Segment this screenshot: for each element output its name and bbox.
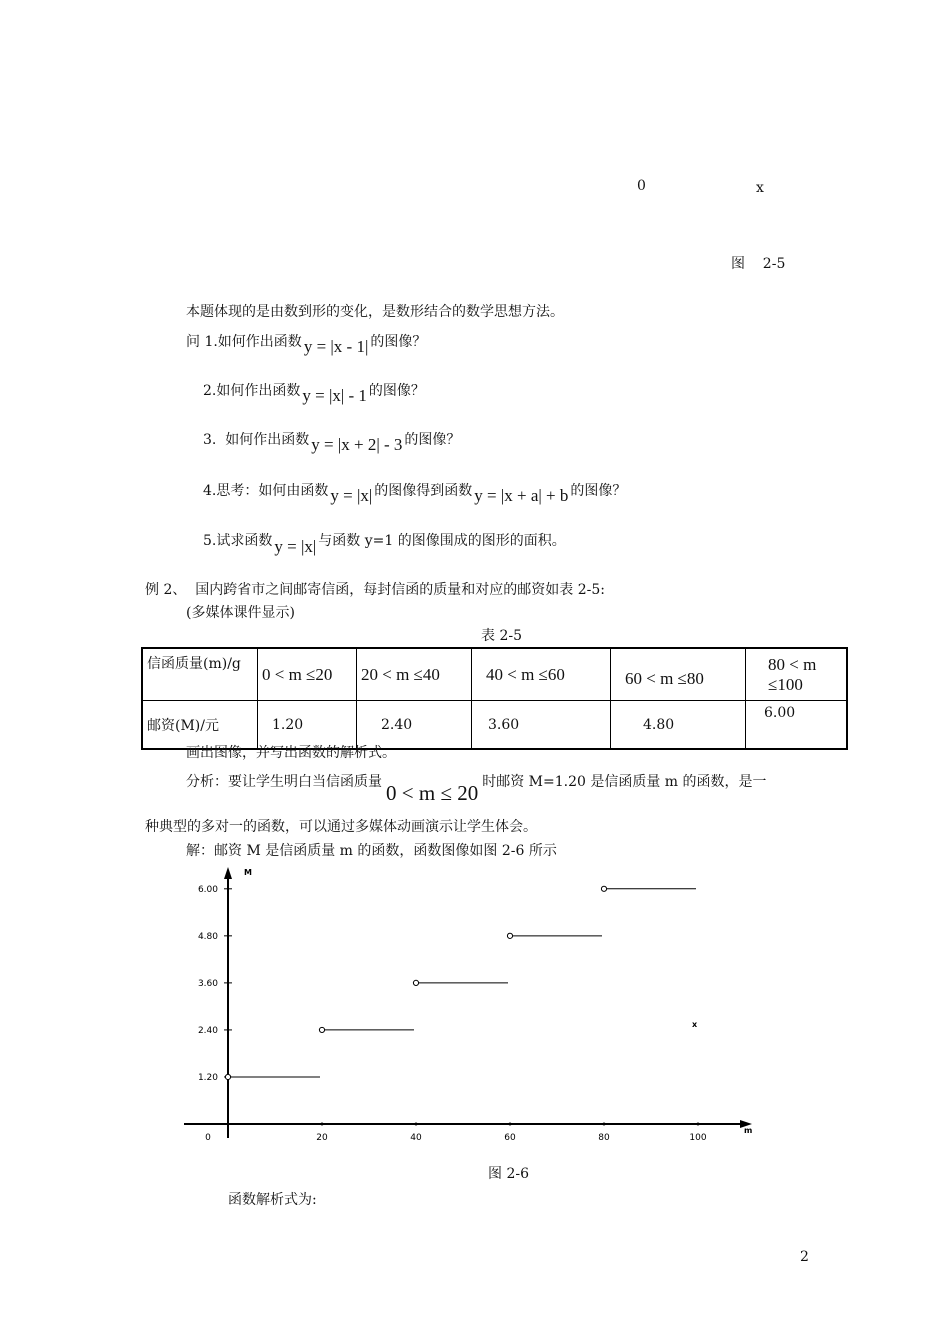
analysis-prefix: 分析：要让学生明白当信函质量 bbox=[186, 774, 382, 790]
solution-text: 解：邮资 M 是信函质量 m 的函数，函数图像如图 2-6 所示 bbox=[186, 843, 557, 859]
question-3-suffix: 的图像？ bbox=[404, 432, 461, 448]
question-2-prefix: 2.如何作出函数 bbox=[203, 383, 301, 399]
open-endpoint bbox=[601, 886, 606, 891]
x-tick-mark bbox=[603, 1123, 606, 1126]
fig26-caption: 图 2-6 bbox=[488, 1166, 529, 1182]
y-tick-label: 1.20 bbox=[197, 1072, 218, 1083]
question-4-prefix: 4.思考：如何由函数 bbox=[203, 483, 329, 499]
question-2 bbox=[203, 380, 425, 405]
x-tick-label: 80 bbox=[598, 1133, 610, 1143]
table-range-cell: 80 < m ≤100 bbox=[746, 648, 848, 701]
y-axis-arrow bbox=[224, 867, 232, 879]
table-header-mass: 信函质量(m)/g bbox=[142, 648, 258, 701]
x-tick-mark bbox=[321, 1123, 324, 1126]
question-1 bbox=[186, 331, 427, 356]
step-function-chart bbox=[170, 862, 770, 1152]
after-table-text: 画出图像，并写出函数的解析式。 bbox=[186, 745, 396, 761]
x-tick-mark bbox=[509, 1123, 512, 1126]
example-2-heading: 例 2、 国内跨省市之间邮寄信函，每封信函的质量和对应的邮资如表 2-5: bbox=[145, 582, 605, 598]
x-tick-label: 0 bbox=[205, 1133, 211, 1143]
question-2-formula: y = |x| - 1 bbox=[302, 386, 367, 405]
paragraph-summary: 本题体现的是由数到形的变化，是数形结合的数学思想方法。 bbox=[186, 304, 564, 320]
analysis-line-1 bbox=[186, 767, 767, 805]
table-row bbox=[142, 648, 847, 701]
question-4-middle: 的图像得到函数 bbox=[374, 483, 473, 499]
table-price-cell: 1.20 bbox=[258, 701, 357, 750]
question-1-prefix: 问 1.如何作出函数 bbox=[186, 334, 302, 350]
question-3 bbox=[203, 429, 461, 454]
x-tick-mark bbox=[415, 1123, 418, 1126]
analysis-line-2: 种典型的多对一的函数，可以通过多媒体动画演示让学生体会。 bbox=[145, 819, 537, 835]
y-tick-label: 3.60 bbox=[197, 978, 218, 989]
fig25-caption: 图 2-5 bbox=[731, 256, 786, 272]
open-endpoint bbox=[319, 1027, 324, 1032]
table-caption: 表 2-5 bbox=[481, 628, 522, 644]
x-tick-label: 40 bbox=[410, 1133, 422, 1143]
y-tick-label: 6.00 bbox=[197, 884, 218, 895]
y-tick-label: 2.40 bbox=[197, 1025, 218, 1036]
question-3-formula: y = |x + 2| - 3 bbox=[311, 435, 403, 454]
question-4-formula-1: y = |x| bbox=[330, 486, 373, 505]
question-1-suffix: 的图像？ bbox=[370, 334, 427, 350]
page-number: 2 bbox=[800, 1249, 809, 1265]
y-axis-label: M bbox=[244, 868, 252, 877]
table-price-cell: 2.40 bbox=[357, 701, 472, 750]
x-tick-label: 60 bbox=[504, 1133, 516, 1143]
open-endpoint bbox=[225, 1074, 230, 1079]
table-range-cell: 0 < m ≤20 bbox=[258, 648, 357, 701]
x-tick-label: 100 bbox=[689, 1133, 707, 1143]
question-2-suffix: 的图像？ bbox=[368, 383, 425, 399]
formula-intro: 函数解析式为: bbox=[228, 1192, 317, 1208]
table-price-cell: 4.80 bbox=[611, 701, 746, 750]
question-4-suffix: 的图像？ bbox=[570, 483, 627, 499]
table-price-cell: 3.60 bbox=[472, 701, 611, 750]
analysis-suffix: 时邮资 M=1.20 是信函质量 m 的函数，是一 bbox=[482, 774, 767, 790]
table-header-postage: 邮资(M)/元 bbox=[142, 701, 258, 750]
example-2-note: (多媒体课件显示) bbox=[186, 605, 295, 621]
open-endpoint bbox=[413, 980, 418, 985]
analysis-formula: 0 < m ≤ 20 bbox=[386, 781, 479, 805]
fig25-x-label: x bbox=[756, 180, 764, 196]
fig25-origin-label: 0 bbox=[637, 178, 646, 194]
x-tick-mark bbox=[697, 1123, 700, 1126]
postage-table bbox=[141, 647, 848, 750]
question-5-suffix: 与函数 y=1 的图像围成的图形的面积。 bbox=[318, 533, 566, 549]
x-axis-label: m bbox=[744, 1126, 753, 1135]
table-price-cell: 6.00 bbox=[746, 701, 848, 750]
question-3-prefix: 3. 如何作出函数 bbox=[203, 432, 310, 448]
table-range-cell: 60 < m ≤80 bbox=[611, 648, 746, 701]
question-4-formula-2: y = |x + a| + b bbox=[474, 486, 569, 505]
stray-label: x bbox=[692, 1020, 698, 1029]
question-1-formula: y = |x - 1| bbox=[303, 337, 369, 356]
table-range-cell: 40 < m ≤60 bbox=[472, 648, 611, 701]
question-4 bbox=[203, 480, 627, 505]
y-tick-label: 4.80 bbox=[197, 931, 218, 942]
question-5-prefix: 5.试求函数 bbox=[203, 533, 273, 549]
open-endpoint bbox=[507, 933, 512, 938]
question-5-formula: y = |x| bbox=[274, 537, 317, 556]
x-tick-label: 20 bbox=[316, 1133, 328, 1143]
table-range-cell: 20 < m ≤40 bbox=[357, 648, 472, 701]
question-5 bbox=[203, 530, 566, 556]
